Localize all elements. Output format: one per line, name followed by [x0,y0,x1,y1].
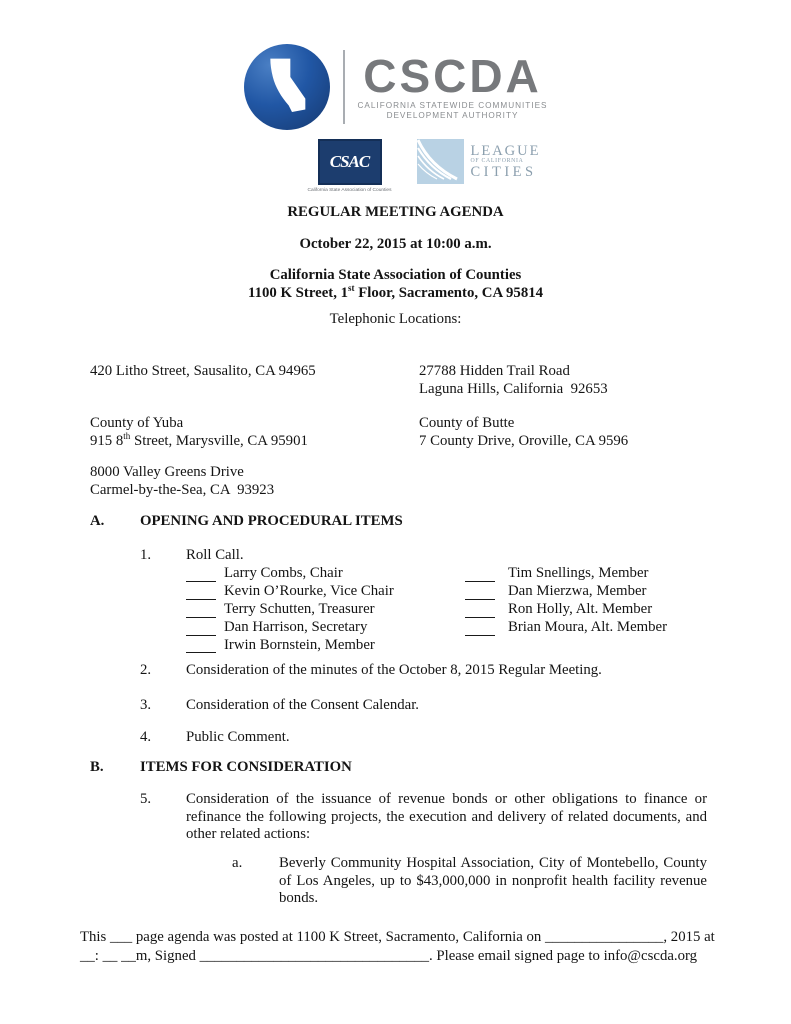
item-5a-text: Beverly Community Hospital Association, City of Montebello, County of Los Angeles, up to $43,000,000 in nonprofit health facility revenue bonds. [279,855,707,906]
section-b-letter: B. [90,759,104,775]
agenda-item-4 [140,729,707,747]
rollcall-name: Larry Combs, Chair [224,565,343,581]
item-4-number: 4. [140,729,152,745]
location-row-3 [90,464,730,500]
csac-logo [295,139,405,193]
league-line2: OF CALIFORNIA [470,157,524,164]
section-a-heading [90,513,730,530]
venue-name: California State Association of Counties [269,267,522,283]
location-row-2 [90,415,730,451]
league-wordmark [471,144,541,180]
posting-line1: This ___ page agenda was posted at 1100 K Street, Sacramento, California on ________________, 2015 at [80,929,715,945]
section-b-heading [90,759,730,776]
rollcall-name: Brian Moura, Alt. Member [508,618,668,635]
california-state-icon [262,56,312,118]
posting-statement [80,928,760,966]
location-butte: County of Butte 7 County Drive, Oroville, CA 9596 [419,415,629,449]
csac-caption: California State Association of Counties [307,188,392,193]
agenda-item-5a [232,855,708,908]
league-line1: LEAGUE [470,142,541,159]
rollcall-blank-line [186,598,216,600]
item-5-text: Consideration of the issuance of revenue bonds or other obligations to finance or refinance the following projects, the execution and delivery of related documents, and other related actions: [186,791,707,842]
rollcall-blank-line [186,634,216,636]
rollcall-name: Kevin O’Rourke, Vice Chair [224,582,394,599]
item-2-text: Consideration of the minutes of the October 8, 2015 Regular Meeting. [186,662,602,678]
rollcall-blank-line [465,598,495,600]
roll-call-row [186,619,667,637]
agenda-item-1 [140,547,707,565]
roll-call-row [186,583,667,601]
telephonic-label: Telephonic Locations: [329,311,462,327]
logo-divider [343,50,345,124]
league-line3: CITIES [470,163,537,180]
location-row-1 [90,363,730,399]
cscda-tagline-line1: CALIFORNIA STATEWIDE COMMUNITIES [357,100,548,110]
item-1-text: Roll Call. [186,547,244,563]
rollcall-name: Irwin Bornstein, Member [224,636,375,653]
item-5a-letter: a. [232,855,243,871]
rollcall-blank-line [465,580,495,582]
roll-call-list [186,565,667,654]
item-5-number: 5. [140,791,152,807]
agenda-item-3 [140,697,707,715]
section-b-title: ITEMS FOR CONSIDERATION [140,759,352,775]
meeting-venue [0,266,791,302]
csac-logo-box: CSAC [318,139,382,185]
rollcall-blank-line [465,634,495,636]
item-2-number: 2. [140,662,152,678]
item-4-text: Public Comment. [186,729,290,745]
item-1-number: 1. [140,547,152,563]
partner-logos [22,139,791,193]
item-3-text: Consideration of the Consent Calendar. [186,697,420,713]
rollcall-name: Tim Snellings, Member [508,565,649,581]
rollcall-blank-line [465,616,495,618]
cscda-wordmark [357,49,548,122]
location-sausalito: 420 Litho Street, Sausalito, CA 94965 [90,363,316,379]
posting-line2: __: __ __m, Signed _______________________________. Please email signed page to info@cscda.org [80,948,698,964]
rollcall-blank-line [186,651,216,653]
meeting-datetime: October 22, 2015 at 10:00 a.m. [299,236,492,252]
location-yuba: County of Yuba 915 8th Street, Marysville, CA 95901 [90,415,308,449]
venue-address: 1100 K Street, 1st Floor, Sacramento, CA 95814 [247,283,544,301]
rollcall-name: Dan Mierzwa, Member [508,582,647,599]
cscda-logo [0,44,791,130]
roll-call-row [186,637,667,655]
cscda-tagline-line2: DEVELOPMENT AUTHORITY [386,111,519,120]
roll-call-row [186,601,667,619]
location-laguna-hills: 27788 Hidden Trail Road Laguna Hills, California 92653 [419,363,608,397]
item-3-number: 3. [140,697,152,713]
meeting-title: REGULAR MEETING AGENDA [287,204,504,220]
league-swoosh-icon [417,139,464,184]
location-carmel: 8000 Valley Greens Drive Carmel-by-the-Sea, CA 93923 [90,464,275,498]
league-logo [417,139,541,184]
rollcall-blank-line [186,616,216,618]
roll-call-row [186,565,667,583]
rollcall-blank-line [186,580,216,582]
rollcall-name: Ron Holly, Alt. Member [508,600,653,617]
agenda-item-5 [140,791,707,844]
rollcall-name: Terry Schutten, Treasurer [224,600,375,617]
agenda-item-2 [140,662,707,680]
section-a-letter: A. [90,513,105,529]
california-globe-icon [244,44,330,130]
section-a-title: OPENING AND PROCEDURAL ITEMS [140,513,403,529]
rollcall-name: Dan Harrison, Secretary [224,618,368,635]
cscda-acronym: CSCDA [363,49,542,102]
